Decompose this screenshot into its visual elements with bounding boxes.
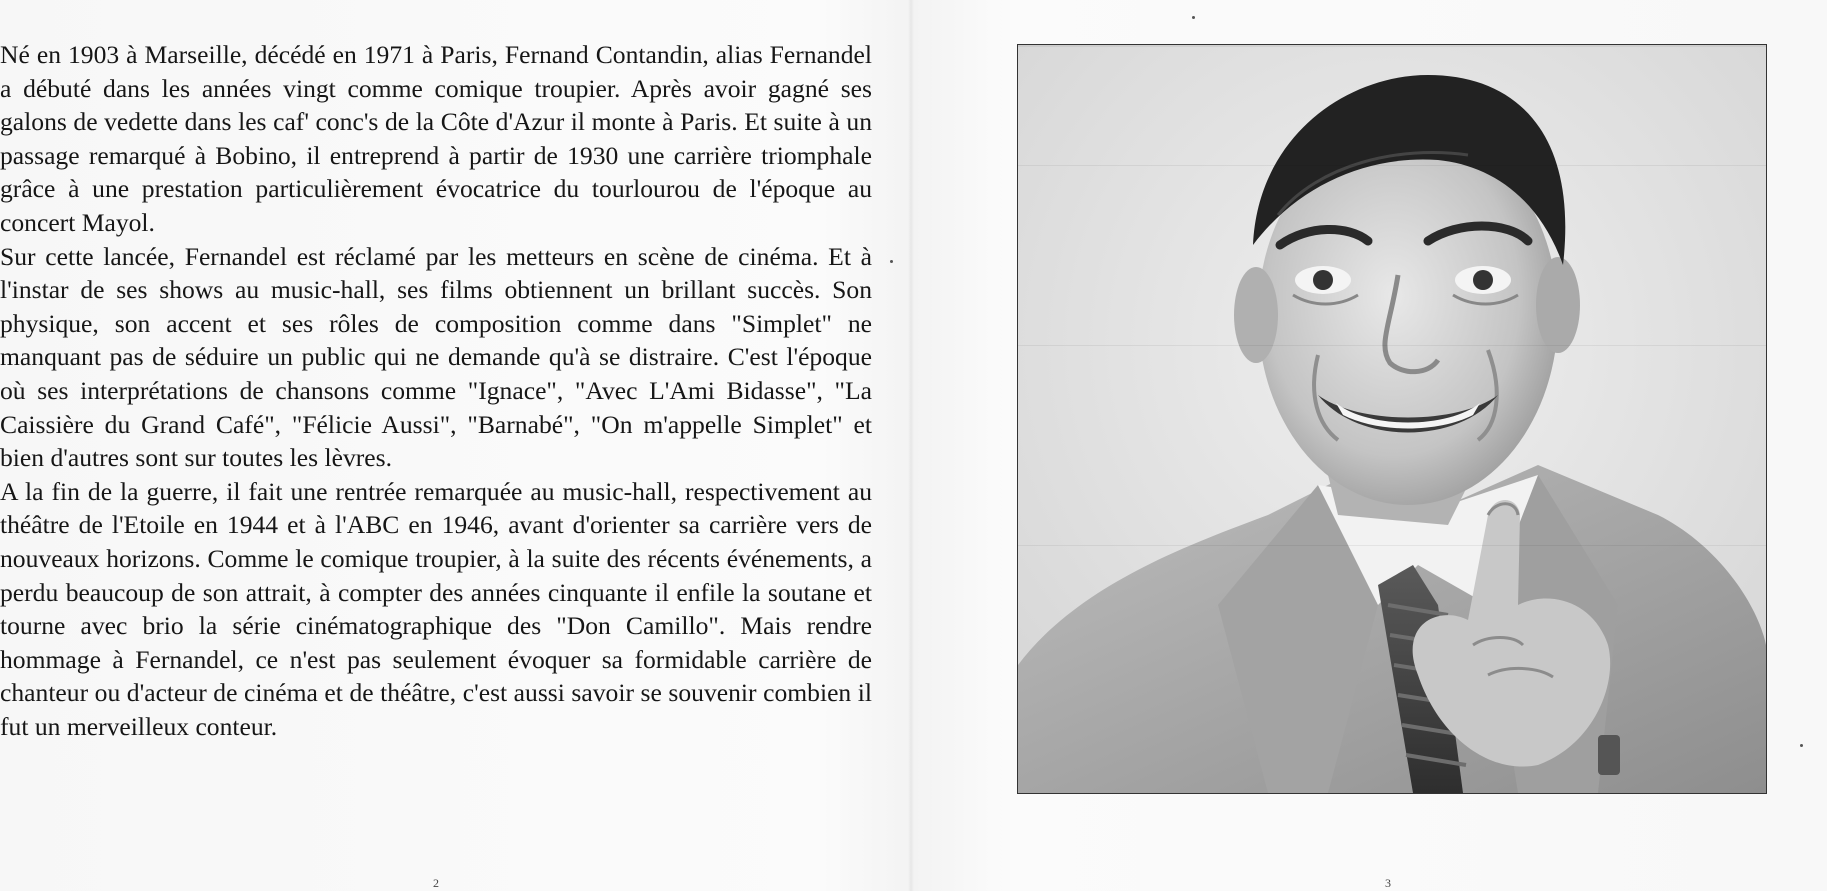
portrait-photo (1017, 44, 1767, 794)
paragraph-3: A la fin de la guerre, il fait une rentrée remarquée au music-hall, respectivement au théâtre de l'Etoile en 1944 et à l'ABC en 1946, avant d'orienter sa carrière vers de nouveaux horizons. Comme le comique troupier, à la suite des récents événements, a perdu beaucoup de son attrait, à compter des années cinquante il enfile la soutane et tourne avec brio la série cinématographique des "Don Camillo". Mais rendre hommage à Fernandel, ce n'est pas seulement évoquer sa formidable carrière de chanteur ou d'acteur de cinéma et de théâtre, c'est aussi savoir se souvenir combien il fut un merveilleux conteur. (0, 476, 872, 741)
biography-text (0, 38, 872, 743)
dust-speck (890, 260, 893, 263)
paragraph-1: Né en 1903 à Marseille, décédé en 1971 à Paris, Fernand Contandin, alias Fernandel a débuté dans les années vingt comme comique troupier. Après avoir gagné ses galons de vedette dans les caf' conc's de la Côte d'Azur il monte à Paris. Et suite à un passage remarqué à Bobino, il entreprend à partir de 1930 une carrière triomphale grâce à une prestation particulièrement évocatrice du tourlourou de l'époque au concert Mayol. (0, 40, 872, 237)
paragraph-2: Sur cette lancée, Fernandel est réclamé par les metteurs en scène de cinéma. Et à l'instar de ses shows au music-hall, ses films obtiennent un brillant succès. Son physique, son accent et ses rôles de composition comme dans "Simplet" ne manquant pas de séduire un public qui ne demande qu'à se distraire. C'est l'époque où ses interprétations de chansons comme "Ignace", "Avec L'Ami Bidasse", "La Caissière du Grand Café", "Félicie Aussi", "Barnabé", "On m'appelle Simplet" et bien d'autres sont sur toutes les lèvres. (0, 241, 872, 473)
center-fold (908, 0, 914, 891)
portrait-illustration (1018, 45, 1766, 793)
page-number-left: 2 (433, 876, 439, 890)
page-number-right: 3 (1385, 876, 1391, 890)
dust-speck (1800, 744, 1803, 747)
dust-speck (1192, 16, 1195, 19)
